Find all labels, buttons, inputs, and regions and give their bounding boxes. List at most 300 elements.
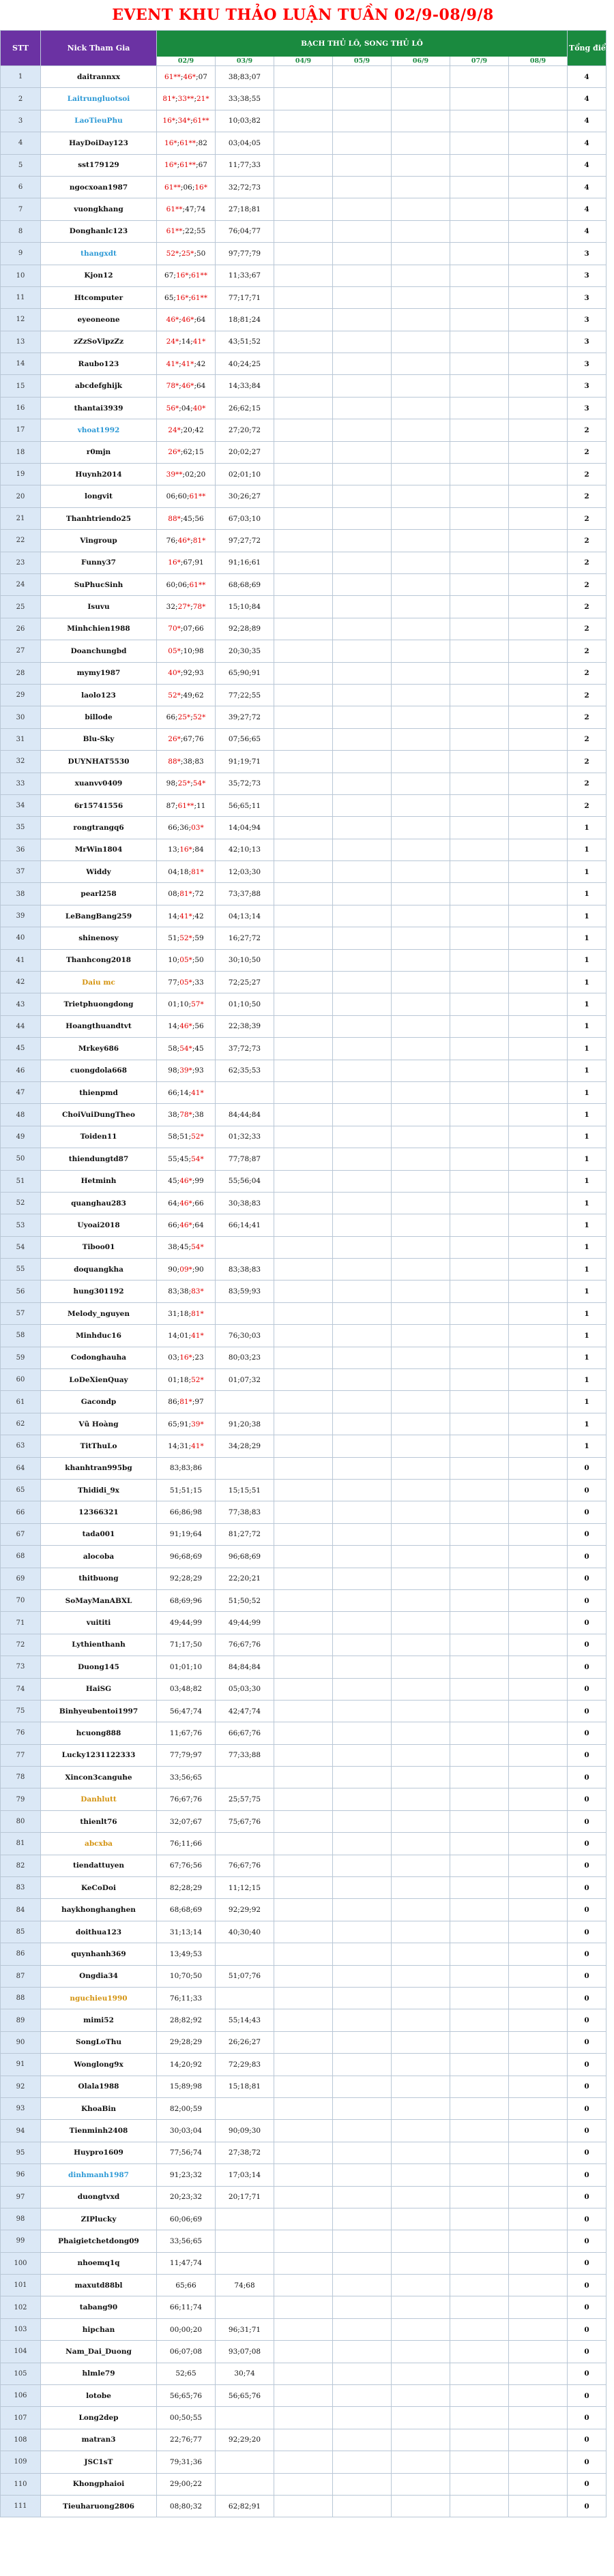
row-nick[interactable]: daitrannxx	[41, 66, 157, 88]
row-total: 2	[568, 530, 606, 552]
row-nick[interactable]: vuititi	[41, 1612, 157, 1634]
row-score-02-9: 14;20;92	[157, 2054, 216, 2076]
row-nick[interactable]: doquangkha	[41, 1259, 157, 1280]
row-score-empty	[333, 1700, 392, 1722]
row-nick[interactable]: Ongdia34	[41, 1965, 157, 1987]
row-score-empty	[333, 265, 392, 286]
row-stt: 107	[1, 2407, 41, 2429]
row-score-empty	[450, 265, 509, 286]
row-nick[interactable]: mimi52	[41, 2009, 157, 2031]
row-score-empty	[392, 265, 450, 286]
row-nick[interactable]: hung301192	[41, 1280, 157, 1302]
row-nick[interactable]: abcxba	[41, 1833, 157, 1855]
row-score-03-9: 15;18;81	[216, 2076, 274, 2097]
row-score-empty	[450, 1015, 509, 1037]
row-nick[interactable]: Nam_Dai_Duong	[41, 2341, 157, 2363]
row-total: 1	[568, 905, 606, 927]
row-nick[interactable]: Thanhcong2018	[41, 949, 157, 971]
row-score-empty	[274, 794, 333, 816]
row-total: 3	[568, 397, 606, 419]
row-score-empty	[274, 1899, 333, 1921]
row-nick[interactable]: JSC1sT	[41, 2451, 157, 2473]
row-nick[interactable]: Tiboo01	[41, 1236, 157, 1258]
row-nick[interactable]: abcdefghijk	[41, 375, 157, 397]
row-score-empty	[392, 331, 450, 353]
row-score-empty	[509, 507, 568, 529]
row-score-03-9: 30;10;50	[216, 949, 274, 971]
row-nick[interactable]: Khongphaioi	[41, 2473, 157, 2495]
row-score-empty	[509, 132, 568, 154]
row-nick[interactable]: ngocxoan1987	[41, 176, 157, 198]
row-nick[interactable]: Wonglong9x	[41, 2054, 157, 2076]
row-nick[interactable]: Toiden11	[41, 1126, 157, 1148]
row-score-02-9: 33;56;65	[157, 1767, 216, 1788]
row-stt: 85	[1, 1921, 41, 1943]
row-score-02-9: 01;18;52*	[157, 1369, 216, 1391]
row-score-empty	[333, 309, 392, 331]
row-score-03-9	[216, 2473, 274, 2495]
row-nick[interactable]: 12366321	[41, 1501, 157, 1523]
row-stt: 79	[1, 1788, 41, 1810]
row-score-empty	[333, 706, 392, 728]
row-score-empty	[333, 972, 392, 993]
row-score-empty	[274, 2429, 333, 2451]
row-nick[interactable]: ChoiVuiDungTheo	[41, 1104, 157, 1126]
table-row	[1, 419, 606, 441]
row-total: 0	[568, 1589, 606, 1611]
row-total: 0	[568, 1855, 606, 1876]
row-score-02-9: 68;68;69	[157, 1899, 216, 1921]
row-stt: 109	[1, 2451, 41, 2473]
row-score-empty	[274, 530, 333, 552]
row-stt: 82	[1, 1855, 41, 1876]
row-score-empty	[333, 243, 392, 265]
row-nick[interactable]: Widdy	[41, 861, 157, 883]
row-nick[interactable]: LoDeXienQuay	[41, 1369, 157, 1391]
row-score-empty	[450, 1744, 509, 1766]
row-score-empty	[333, 1678, 392, 1700]
row-score-empty	[274, 1855, 333, 1876]
row-total: 1	[568, 1038, 606, 1060]
row-score-02-9: 38;45;54*	[157, 1236, 216, 1258]
row-nick[interactable]: Raubo123	[41, 353, 157, 375]
row-nick[interactable]: matran3	[41, 2429, 157, 2451]
row-nick[interactable]: longvit	[41, 485, 157, 507]
table-row	[1, 243, 606, 265]
row-score-03-9: 92;29;20	[216, 2429, 274, 2451]
row-score-02-9: 65;91;39*	[157, 1413, 216, 1435]
row-nick[interactable]: Xincon3canguhe	[41, 1767, 157, 1788]
row-total: 0	[568, 1457, 606, 1479]
row-score-empty	[274, 1943, 333, 1965]
row-score-02-9: 32;07;67	[157, 1810, 216, 1832]
row-score-empty	[274, 596, 333, 618]
row-nick[interactable]: haykhonghanghen	[41, 1899, 157, 1921]
row-score-empty	[333, 1612, 392, 1634]
row-nick[interactable]: Gacondp	[41, 1391, 157, 1413]
row-score-03-9	[216, 1767, 274, 1788]
row-nick[interactable]: Doanchungbd	[41, 640, 157, 662]
row-score-empty	[274, 464, 333, 485]
row-nick[interactable]: Huypro1609	[41, 2142, 157, 2163]
row-score-empty	[509, 1081, 568, 1103]
row-score-empty	[392, 861, 450, 883]
row-score-empty	[450, 530, 509, 552]
row-nick[interactable]: duongtvxd	[41, 2186, 157, 2208]
row-nick[interactable]: Trietphuongdong	[41, 993, 157, 1015]
row-score-empty	[274, 132, 333, 154]
row-total: 2	[568, 507, 606, 529]
table-row	[1, 2363, 606, 2384]
row-nick[interactable]: Daiu mc	[41, 972, 157, 993]
row-score-empty	[392, 485, 450, 507]
row-nick[interactable]: quanghau283	[41, 1192, 157, 1214]
row-nick[interactable]: nhoemq1q	[41, 2252, 157, 2274]
row-nick[interactable]: mymy1987	[41, 662, 157, 684]
row-nick[interactable]: thiendungtd87	[41, 1148, 157, 1170]
row-score-empty	[333, 2341, 392, 2363]
row-score-empty	[274, 972, 333, 993]
row-score-empty	[450, 662, 509, 684]
row-stt: 22	[1, 530, 41, 552]
row-score-03-9	[216, 1391, 274, 1413]
row-score-empty	[450, 1546, 509, 1568]
row-score-02-9: 51;52*;59	[157, 927, 216, 949]
row-stt: 48	[1, 1104, 41, 1126]
row-nick[interactable]: tabang90	[41, 2296, 157, 2318]
row-nick[interactable]: Thanhtriendo25	[41, 507, 157, 529]
row-total: 1	[568, 1391, 606, 1413]
row-score-02-9: 31;13;14	[157, 1921, 216, 1943]
row-score-empty	[392, 441, 450, 463]
row-score-empty	[333, 1038, 392, 1060]
row-score-empty	[333, 684, 392, 706]
row-nick[interactable]: lotobe	[41, 2385, 157, 2407]
row-nick[interactable]: maxutd88bl	[41, 2275, 157, 2296]
row-score-02-9: 33;56;65	[157, 2230, 216, 2252]
row-score-empty	[274, 817, 333, 839]
row-stt: 14	[1, 353, 41, 375]
row-score-empty	[274, 2275, 333, 2296]
row-score-empty	[392, 1546, 450, 1568]
row-score-empty	[392, 684, 450, 706]
row-score-empty	[333, 485, 392, 507]
row-nick[interactable]: vuongkhang	[41, 198, 157, 220]
row-nick[interactable]: dinhmanh1987	[41, 2164, 157, 2186]
row-score-empty	[274, 773, 333, 794]
row-score-02-9: 76;11;33	[157, 1987, 216, 2009]
table-row	[1, 1435, 606, 1457]
row-score-empty	[333, 839, 392, 860]
row-score-03-9: 92;29;92	[216, 1899, 274, 1921]
row-nick[interactable]: Hoangthuandtvt	[41, 1015, 157, 1037]
row-nick[interactable]: Thididi_9x	[41, 1480, 157, 1501]
row-score-empty	[274, 419, 333, 441]
row-score-empty	[333, 905, 392, 927]
row-score-03-9: 62;82;91	[216, 2495, 274, 2517]
row-score-empty	[450, 2318, 509, 2340]
row-nick[interactable]: billode	[41, 706, 157, 728]
row-nick[interactable]: khanhtran995bg	[41, 1457, 157, 1479]
row-score-02-9: 14;46*;56	[157, 1015, 216, 1037]
row-score-empty	[450, 1413, 509, 1435]
row-score-02-9: 98;39*;93	[157, 1060, 216, 1081]
row-nick[interactable]: Binhyeubentoi1997	[41, 1700, 157, 1722]
row-score-02-9: 91;23;32	[157, 2164, 216, 2186]
table-row	[1, 2252, 606, 2274]
row-nick[interactable]: Minhchien1988	[41, 618, 157, 640]
table-row	[1, 2473, 606, 2495]
row-score-empty	[450, 596, 509, 618]
row-score-02-9: 66;25*;52*	[157, 706, 216, 728]
row-score-empty	[450, 2076, 509, 2097]
row-score-empty	[450, 684, 509, 706]
row-score-02-9: 66;46*;64	[157, 1214, 216, 1236]
row-nick[interactable]: Laitrungluotsoi	[41, 88, 157, 110]
row-stt: 13	[1, 331, 41, 353]
row-nick[interactable]: Hetminh	[41, 1170, 157, 1192]
row-score-02-9: 49;44;99	[157, 1612, 216, 1634]
row-score-empty	[450, 1148, 509, 1170]
row-score-empty	[392, 1347, 450, 1368]
row-stt: 104	[1, 2341, 41, 2363]
row-score-empty	[392, 2407, 450, 2429]
row-score-empty	[274, 1612, 333, 1634]
row-nick[interactable]: Olala1988	[41, 2076, 157, 2097]
row-score-empty	[274, 485, 333, 507]
row-nick[interactable]: SuPhucSinh	[41, 573, 157, 595]
row-score-empty	[450, 1391, 509, 1413]
row-nick[interactable]: Funny37	[41, 552, 157, 573]
row-nick[interactable]: MrWin1804	[41, 839, 157, 860]
row-nick[interactable]: Phaigietchetdong09	[41, 2230, 157, 2252]
row-score-empty	[274, 1325, 333, 1347]
row-nick[interactable]: Htcomputer	[41, 286, 157, 308]
row-nick[interactable]: Huynh2014	[41, 464, 157, 485]
row-score-03-9: 93;07;08	[216, 2341, 274, 2363]
row-total: 2	[568, 485, 606, 507]
row-total: 1	[568, 1413, 606, 1435]
row-total: 0	[568, 1656, 606, 1678]
row-score-03-9: 14;33;84	[216, 375, 274, 397]
row-nick[interactable]: Lucky1231122333	[41, 1744, 157, 1766]
row-score-empty	[509, 2275, 568, 2296]
page-title: EVENT KHU THẢO LUẬN TUẦN 02/9-08/9/8	[112, 6, 494, 24]
row-nick[interactable]: hlmle79	[41, 2363, 157, 2384]
row-nick[interactable]: SoMayManABXL	[41, 1589, 157, 1611]
table-row	[1, 1148, 606, 1170]
row-nick[interactable]: Vingroup	[41, 530, 157, 552]
row-nick[interactable]: r0mjn	[41, 441, 157, 463]
row-nick[interactable]: zZzSoVipzZz	[41, 331, 157, 353]
row-nick[interactable]: hcuong888	[41, 1722, 157, 1744]
row-score-02-9: 87;61**;11	[157, 794, 216, 816]
row-nick[interactable]: xuanvv0409	[41, 773, 157, 794]
row-score-empty	[509, 1457, 568, 1479]
row-nick[interactable]: shinenosy	[41, 927, 157, 949]
row-nick[interactable]: Vũ Hoàng	[41, 1413, 157, 1435]
row-stt: 24	[1, 573, 41, 595]
row-nick[interactable]: Tienminh2408	[41, 2120, 157, 2142]
header-date: 03/9	[216, 57, 274, 66]
row-score-empty	[392, 220, 450, 242]
row-nick[interactable]: Melody_nguyen	[41, 1302, 157, 1324]
row-total: 2	[568, 464, 606, 485]
row-nick[interactable]: Duong145	[41, 1656, 157, 1678]
row-nick[interactable]: quynhanh369	[41, 1943, 157, 1965]
row-score-02-9: 60;06;61**	[157, 573, 216, 595]
row-nick[interactable]: LaoTieuPhu	[41, 110, 157, 132]
row-score-empty	[274, 507, 333, 529]
row-score-03-9: 17;03;14	[216, 2164, 274, 2186]
row-score-empty	[509, 1987, 568, 2009]
row-score-empty	[392, 2186, 450, 2208]
row-nick[interactable]: HayDoiDay123	[41, 132, 157, 154]
row-nick[interactable]: doithua123	[41, 1921, 157, 1943]
row-score-03-9: 97;77;79	[216, 243, 274, 265]
row-score-02-9: 77;79;97	[157, 1744, 216, 1766]
row-score-empty	[450, 88, 509, 110]
row-score-empty	[392, 839, 450, 860]
row-stt: 49	[1, 1126, 41, 1148]
row-score-empty	[392, 2076, 450, 2097]
row-score-03-9: 16;27;72	[216, 927, 274, 949]
row-nick[interactable]: tada001	[41, 1523, 157, 1545]
row-nick[interactable]: eyeoneone	[41, 309, 157, 331]
row-stt: 69	[1, 1568, 41, 1589]
row-nick[interactable]: sst179129	[41, 154, 157, 176]
row-score-empty	[392, 993, 450, 1015]
table-row	[1, 485, 606, 507]
row-nick[interactable]: laolo123	[41, 684, 157, 706]
row-nick[interactable]: thangxdt	[41, 243, 157, 265]
table-row	[1, 441, 606, 463]
row-score-02-9: 28;82;92	[157, 2009, 216, 2031]
row-stt: 45	[1, 1038, 41, 1060]
row-score-02-9: 56*;04;40*	[157, 397, 216, 419]
row-nick[interactable]: Blu-Sky	[41, 728, 157, 750]
row-score-empty	[333, 1236, 392, 1258]
row-total: 0	[568, 1877, 606, 1899]
row-nick[interactable]: Kjon12	[41, 265, 157, 286]
row-total: 0	[568, 2076, 606, 2097]
row-nick[interactable]: tiendattuyen	[41, 1855, 157, 1876]
row-nick[interactable]: Codonghauha	[41, 1347, 157, 1368]
row-score-03-9: 38;83;07	[216, 66, 274, 88]
row-score-empty	[509, 728, 568, 750]
row-score-03-9: 22;20;21	[216, 1568, 274, 1589]
row-score-02-9: 61**;47;74	[157, 198, 216, 220]
row-nick[interactable]: thienlt76	[41, 1810, 157, 1832]
row-score-02-9: 20;23;32	[157, 2186, 216, 2208]
row-nick[interactable]: hipchan	[41, 2318, 157, 2340]
row-nick[interactable]: nguchieu1990	[41, 1987, 157, 2009]
row-stt: 73	[1, 1656, 41, 1678]
row-score-empty	[333, 176, 392, 198]
row-nick[interactable]: Donghanlc123	[41, 220, 157, 242]
row-nick[interactable]: pearl258	[41, 883, 157, 905]
row-nick[interactable]: Lythienthanh	[41, 1634, 157, 1656]
row-nick[interactable]: cuongdola668	[41, 1060, 157, 1081]
row-score-03-9: 32;72;73	[216, 176, 274, 198]
row-score-03-9: 92;28;89	[216, 618, 274, 640]
header-nick: Nick Tham Gia	[41, 31, 157, 66]
row-nick[interactable]: Long2dep	[41, 2407, 157, 2429]
row-nick[interactable]: Minhduc16	[41, 1325, 157, 1347]
table-row	[1, 1170, 606, 1192]
row-score-empty	[450, 1280, 509, 1302]
row-nick[interactable]: HaiSG	[41, 1678, 157, 1700]
row-score-empty	[509, 154, 568, 176]
row-nick[interactable]: Tieuharuong2806	[41, 2495, 157, 2517]
row-nick[interactable]: ZIPlucky	[41, 2208, 157, 2230]
row-nick[interactable]: alocoba	[41, 1546, 157, 1568]
row-score-empty	[509, 1192, 568, 1214]
row-nick[interactable]: Isuvu	[41, 596, 157, 618]
row-score-empty	[274, 684, 333, 706]
row-score-empty	[274, 1656, 333, 1678]
row-nick[interactable]: KeCoDoi	[41, 1877, 157, 1899]
row-nick[interactable]: rongtrangq6	[41, 817, 157, 839]
row-nick[interactable]: thienpmd	[41, 1081, 157, 1103]
row-score-empty	[333, 1015, 392, 1037]
row-score-03-9: 30;74	[216, 2363, 274, 2384]
row-nick[interactable]: SongLoThu	[41, 2031, 157, 2053]
row-stt: 52	[1, 1192, 41, 1214]
row-nick[interactable]: 6r15741556	[41, 794, 157, 816]
row-total: 1	[568, 1214, 606, 1236]
row-score-empty	[509, 1347, 568, 1368]
row-score-empty	[333, 1833, 392, 1855]
row-score-empty	[333, 993, 392, 1015]
row-nick[interactable]: TitThuLo	[41, 1435, 157, 1457]
row-total: 1	[568, 861, 606, 883]
row-score-empty	[274, 883, 333, 905]
row-nick[interactable]: thantai3939	[41, 397, 157, 419]
row-score-02-9: 90;09*;90	[157, 1259, 216, 1280]
row-score-empty	[333, 397, 392, 419]
row-score-empty	[450, 1523, 509, 1545]
row-score-02-9: 81*;33**;21*	[157, 88, 216, 110]
row-nick[interactable]: DUYNHAT5530	[41, 751, 157, 773]
row-total: 0	[568, 1700, 606, 1722]
row-score-02-9: 88*;45;56	[157, 507, 216, 529]
row-score-03-9: 01;07;32	[216, 1369, 274, 1391]
row-nick[interactable]: LeBangBang259	[41, 905, 157, 927]
row-total: 1	[568, 1015, 606, 1037]
row-score-03-9: 20;30;35	[216, 640, 274, 662]
row-nick[interactable]: KhoaBin	[41, 2097, 157, 2119]
row-score-empty	[450, 861, 509, 883]
row-nick[interactable]: Uyoai2018	[41, 1214, 157, 1236]
row-nick[interactable]: vhoat1992	[41, 419, 157, 441]
table-row	[1, 2451, 606, 2473]
row-score-empty	[509, 1126, 568, 1148]
row-score-empty	[333, 1060, 392, 1081]
row-stt: 97	[1, 2186, 41, 2208]
row-nick[interactable]: Mrkey686	[41, 1038, 157, 1060]
row-nick[interactable]: thitbuong	[41, 1568, 157, 1589]
row-total: 1	[568, 993, 606, 1015]
table-row	[1, 794, 606, 816]
row-score-03-9: 04;13;14	[216, 905, 274, 927]
row-score-03-9: 40;30;40	[216, 1921, 274, 1943]
row-score-empty	[509, 419, 568, 441]
row-score-empty	[274, 552, 333, 573]
row-nick[interactable]: Danhlutt	[41, 1788, 157, 1810]
row-score-empty	[333, 1104, 392, 1126]
table-row	[1, 2208, 606, 2230]
